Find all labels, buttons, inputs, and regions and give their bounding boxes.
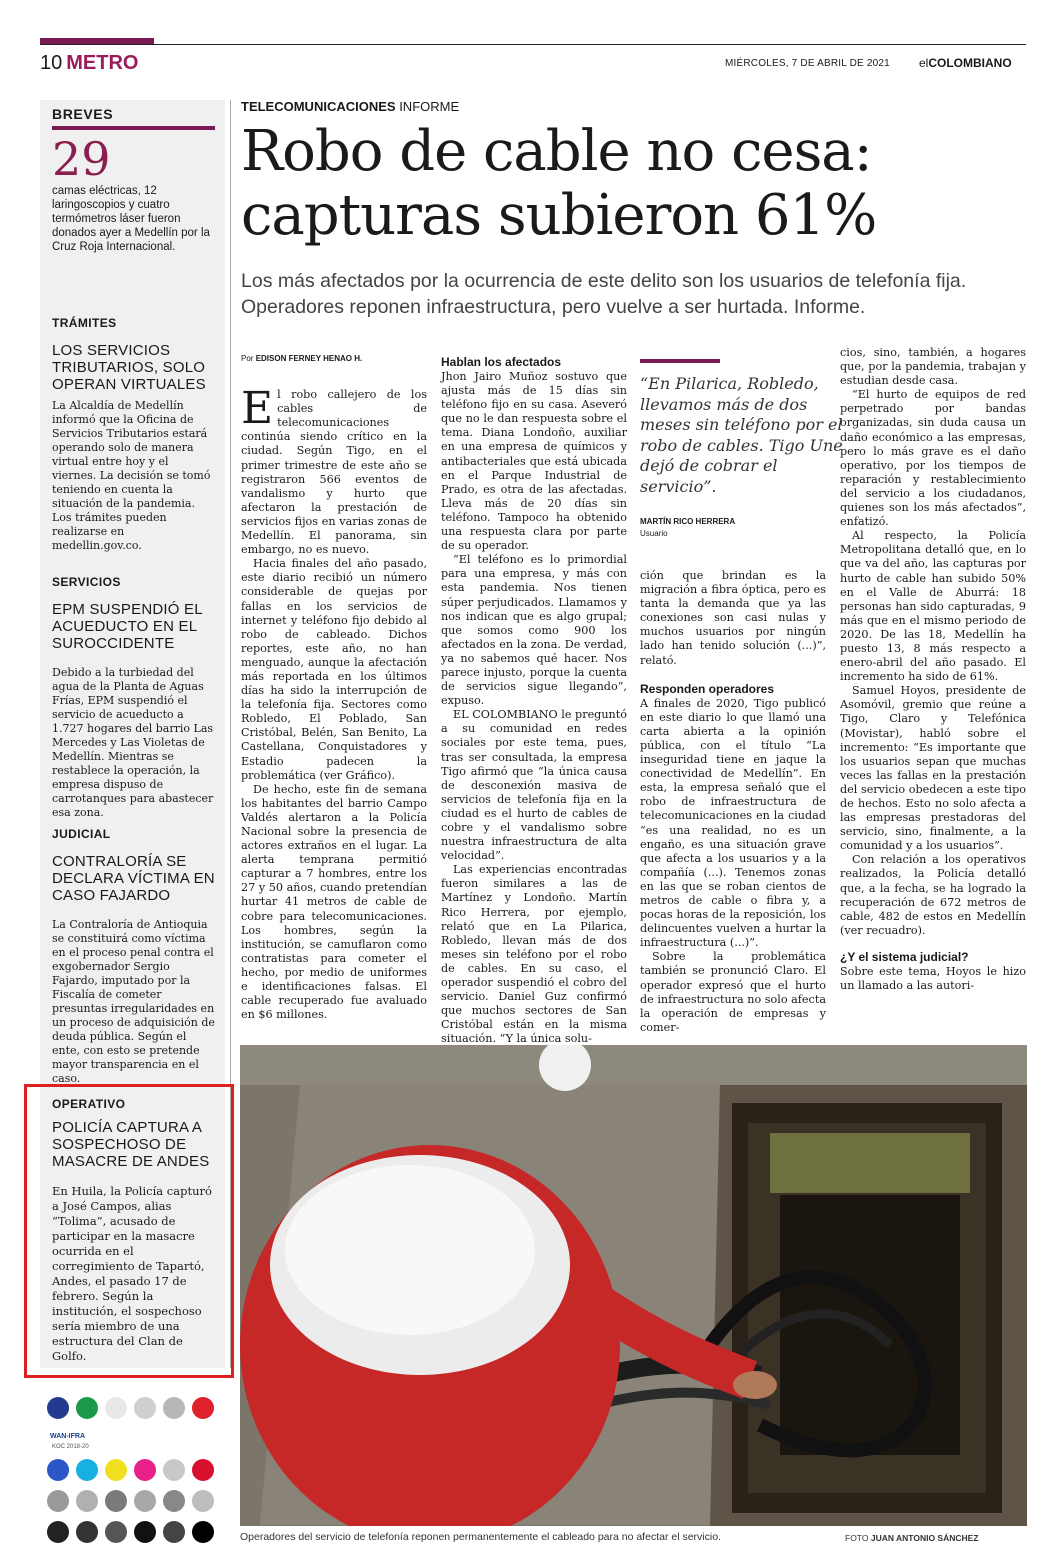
color-swatch — [105, 1459, 127, 1481]
color-swatch — [163, 1521, 185, 1543]
wan-ifra-logo: WAN-IFRA — [50, 1433, 85, 1440]
brief-tramites — [52, 316, 215, 553]
article-paragraph: Las experiencias encontradas fueron similares a las de Martínez y Londoño. Martín Rico Herrera, por ejemplo, relató que en La Pilarica, Robledo, llevan más de dos meses sin teléfono por el robo de cables. En su caso, el operador suspendió el cobro del servicio. Daniel Guz confirmó que muchos sectores de San Cristóbal están en la misma situación. “Y la única solu- — [441, 863, 627, 1046]
article-paragraph: Sobre la problemática también se pronunció Claro. El operador expresó que el hurto de infraestructura no solo afecta la operación de empresas y comer- — [640, 950, 826, 1034]
brief-heading: TRÁMITES — [52, 316, 117, 330]
article-paragraph: Jhon Jairo Muñoz sostuvo que ajusta más de 15 días sin teléfono fijo en su casa. Aseveró que no le dan respuesta sobre el tema. Diana Londoño, auxiliar en una empresa de químicos y antibacteriales que está ubicada en el Parque Industrial de Prado, es otra de las afectadas. Lleva más de 20 días sin teléfono. Tampoco ha obtenido una respuesta clara por parte de su operador. — [441, 370, 627, 553]
color-swatch — [134, 1521, 156, 1543]
article-column-2 — [441, 352, 627, 1047]
article-paragraph: Al respecto, la Policía Metropolitana detalló que, en lo que va del año, las capturas por hurto de cable han subido 50% en el Valle de Aburrá: 18 personas han sido capturadas, 9 más que en el mismo periodo de 2020. De las 18, Medellín ha puesto 13, 8 más respecto a enero-abril del año pasado. El incremento ha sido de 61%. — [840, 529, 1026, 684]
color-swatch — [163, 1397, 185, 1419]
article-paragraph: De hecho, este fin de semana los habitantes del barrio Campo Valdés alertaron a la Policía Nacional sobre la presencia de actores extraños en el lugar. La alerta temprana permitió capturar a 7 hombres, entre los 27 y 50 años, cuando pretendían hurtar 41 metros de cable de cobre para telecomunicaciones. Los hombres, según la institución, se camuflaron como contratistas para cometer el hecho, por medio de uniformes e identificaciones falsas. El cable recuperado fue avaluado en $6 millones. — [241, 782, 427, 1022]
breves-block — [52, 106, 215, 254]
article-paragraph: “El teléfono es lo primordial para una empresa, y más con esta pandemia. Nos tienen súper perjudicados. Llamamos y nos indican que es algo grupal; que somos como 900 los afectados en la zona. De verdad, ya no sabemos qué hacer. Nos parece injusto, porque la cuenta de servicios sigue llegando”, expuso. — [441, 553, 627, 708]
article-photo — [240, 1045, 1027, 1526]
article-kicker — [241, 99, 459, 114]
brief-judicial — [52, 827, 215, 1086]
article-column-3 — [640, 569, 826, 1035]
color-swatch — [192, 1521, 214, 1543]
headline: Robo de cable no cesa: capturas subieron 61% — [241, 119, 877, 248]
quote-role: Usuario — [640, 529, 668, 538]
header-rule — [40, 44, 1026, 45]
byline-name: EDISON FERNEY HENAO H. — [255, 354, 363, 363]
color-swatch — [76, 1521, 98, 1543]
photo-credit — [845, 1533, 979, 1543]
brief-body: En Huila, la Policía capturó a José Campos, alias “Tolima”, acusado de participar en la masacre ocurrida en el corregimiento de Tapartó, Andes, el pasado 17 de febrero. Según la institución, el sospechoso sería miembro de una estructura del Clan de Golfo. — [52, 1184, 212, 1363]
color-swatch — [192, 1397, 214, 1419]
article-paragraph: Samuel Hoyos, presidente de Asomóvil, gremio que reúne a Tigo, Claro y Telefónica (Movistar), habló sobre el incremento: “Es importante que los usuarios sepan que muchas veces las fallas en la prestación del servicio obedecen a este tipo de hechos. Esto no solo afecta a las empresas prestadoras del servicio, sino, finalmente, a la comunidad y a los usuarios”. — [840, 684, 1026, 853]
issue-date: MIÉRCOLES, 7 DE ABRIL DE 2021 — [725, 58, 890, 69]
byline — [241, 352, 427, 366]
color-swatch — [47, 1521, 69, 1543]
pull-quote: “En Pilarica, Robledo, llevamos más de dos meses sin teléfono por el robo de cables. Tigo Une dejó de cobrar el servicio”. — [640, 374, 843, 496]
color-swatch — [134, 1490, 156, 1512]
brief-title: POLICÍA CAPTURA A SOSPECHOSO DE MASACRE DE ANDES — [52, 1119, 210, 1170]
brief-title: CONTRALORÍA SE DECLARA VÍCTIMA EN CASO FAJARDO — [52, 853, 215, 904]
brief-body: La Alcaldía de Medellín informó que la Oficina de Servicios Tributarios estará operando solo de manera virtual entre hoy y el viernes. La decisión se tomó teniendo en cuenta la situación de la pandemia. Los trámites pueden realizarse en medellin.gov.co. — [52, 399, 211, 552]
article-paragraph: cios, sino, también, a hogares que, por la pandemia, trabajan y estudian desde casa. — [840, 346, 1026, 388]
photo-credit-prefix: FOTO — [845, 1533, 869, 1543]
color-swatch — [163, 1490, 185, 1512]
article-paragraph: EL COLOMBIANO le preguntó a su comunidad en redes sociales por este tema, pues, tras ser consultada, la empresa Tigo afirmó que “la única causa de desconexión masiva de servicios de telefonía fija en la ciudad es el hurto de cables de cobre y el vandalismo sobre nuestra infraestructura de alta velocidad”. — [441, 708, 627, 863]
brief-heading: SERVICIOS — [52, 575, 121, 589]
color-swatch — [163, 1459, 185, 1481]
highlight-box — [24, 1084, 234, 1378]
article-paragraph — [241, 383, 427, 557]
brief-heading: OPERATIVO — [52, 1097, 126, 1111]
certification-label: KOC 2018-20 — [52, 1444, 89, 1450]
subhead-judicial: ¿Y el sistema judicial? — [840, 949, 969, 964]
photo-caption: Operadores del servicio de telefonía reponen permanentemente el cableado para no afectar el servicio. — [240, 1531, 721, 1543]
brief-title: EPM SUSPENDIÓ EL ACUEDUCTO EN EL SUROCCIDENTE — [52, 601, 203, 652]
photo-credit-name: JUAN ANTONIO SÁNCHEZ — [870, 1533, 979, 1543]
brief-heading: JUDICIAL — [52, 827, 111, 841]
color-swatch — [76, 1459, 98, 1481]
subhead-afectados: Hablan los afectados — [441, 355, 562, 369]
article-paragraph: Con relación a los operativos realizados, la Policía detalló que, a la fecha, se ha logrado la recuperación de 672 metros de cable, 482 de estos en Medellín (ver recuadro). — [840, 853, 1026, 937]
color-swatch — [47, 1490, 69, 1512]
article-paragraph: “El hurto de equipos de red perpetrado por bandas organizadas, sin duda causa un daño económico a las empresas, pero lo más grave es el daño operativo, por los tiempos de reparación y restablecimiento del servicio a los ciudadanos, quienes son los más afectados”, enfatizó. — [840, 388, 1026, 529]
brief-title: LOS SERVICIOS TRIBUTARIOS, SOLO OPERAN VIRTUALES — [52, 342, 206, 393]
color-swatch — [134, 1459, 156, 1481]
brief-servicios — [52, 575, 215, 820]
article-dek: Los más afectados por la ocurrencia de este delito son los usuarios de telefonía fija. Operadores reponen infraestructura, pero vuelve a ser hurtada. Informe. — [241, 270, 967, 318]
brand-prefix: el — [919, 56, 929, 70]
color-swatch — [47, 1459, 69, 1481]
breves-number: 29 — [52, 132, 111, 186]
color-swatch — [192, 1459, 214, 1481]
print-color-bar — [47, 1397, 221, 1537]
newspaper-brand — [919, 56, 1012, 70]
breves-label: BREVES — [52, 106, 114, 122]
article-paragraph: ción que brindan es la migración a fibra óptica, pero es tanta la demanda que ya las conexiones son casi nulas y muchos usuarios por ningún lado han tenido solución (...)”, relató. — [640, 569, 826, 667]
kicker-topic: TELECOMUNICACIONES — [241, 99, 396, 114]
brief-body: Debido a la turbiedad del agua de la Planta de Aguas Frías, EPM suspendió el servicio de acueducto a 1.727 hogares del barrio Las Mercedes y Las Violetas de Medellín. Mientras se restablece la operación, la empresa dispuso de carrotanques para abastecer esa zona. — [52, 666, 214, 819]
drop-cap: E — [241, 383, 274, 435]
breves-text: camas eléctricas, 12 laringoscopios y cuatro termómetros láser fueron donados ayer a Medellín por la Cruz Roja Internacional. — [52, 185, 210, 253]
color-swatch — [192, 1490, 214, 1512]
article-paragraph: A finales de 2020, Tigo publicó en este diario lo que llamó una carta abierta a la opinión pública, con el título “La inseguridad tiene en jaque la conectividad de Medellín”. En esta, la empresa señaló que el robo de infraestructura de telecomunicaciones en la ciudad “es una realidad, no es un engaño, es una situación grave que afecta a los usuarios y a la compañía (...). Tenemos zonas en las que se roban cientos de metros de cable o fibra y, a pocas horas de la reposición, los delincuentes vuelven a hurtar la infraestructura (...)”. — [640, 696, 826, 950]
quote-rule — [640, 359, 720, 363]
section-name: METRO — [66, 52, 139, 74]
byline-prefix: Por — [241, 354, 254, 363]
page-header — [40, 52, 138, 75]
color-swatch — [105, 1490, 127, 1512]
photo-illustration — [240, 1045, 1027, 1526]
color-swatch — [76, 1397, 98, 1419]
subhead-operadores: Responden operadores — [640, 681, 775, 696]
color-swatch — [105, 1521, 127, 1543]
breves-rule — [52, 126, 215, 130]
article-paragraph: Sobre este tema, Hoyos le hizo un llamado a las autori- — [840, 964, 1026, 993]
kicker-type: INFORME — [399, 99, 460, 114]
paragraph-text: l robo callejero de los cables de telecomunicaciones continúa siendo crítico en la ciudad. Según Tigo, en el primer trimestre de este año se registraron 566 eventos de vandalismo y hurto que afectaron la prestación de servicios fijos en varias zonas de Medellín. El panorama, sin embargo, no es nuevo. — [241, 388, 427, 557]
color-swatch — [76, 1490, 98, 1512]
article-column-1 — [241, 352, 427, 1022]
color-swatch — [134, 1397, 156, 1419]
color-swatch — [47, 1397, 69, 1419]
page-number: 10 — [40, 52, 63, 74]
brand-name: COLOMBIANO — [928, 56, 1012, 70]
article-paragraph: Hacia finales del año pasado, este diario recibió un número considerable de quejas por fallas en los servicios de internet y teléfono fijo debido al robo de cableado. Dichos reportes, este año, no han menguado, aunque la afectación más reportada en los últimos días ha sido la interrupción de la telefonía fija. Sectores como Robledo, El Poblado, San Cristóbal, Belén, San Benito, La Castellana, Conquistadores y Estadio padecen la problemática (ver Gráfico). — [241, 557, 427, 782]
article-column-4 — [840, 346, 1026, 993]
color-swatch — [105, 1397, 127, 1419]
quote-author: MARTÍN RICO HERRERA — [640, 517, 736, 526]
brief-body: La Contraloría de Antioquia se constituirá como víctima en el proceso penal contra el exgobernador Sergio Fajardo, imputado por la Fiscalía de cometer presuntas irregularidades en un proceso de adquisición de deuda pública. Según el ente, con esto se pretende mayor transparencia en el caso. — [52, 918, 215, 1085]
